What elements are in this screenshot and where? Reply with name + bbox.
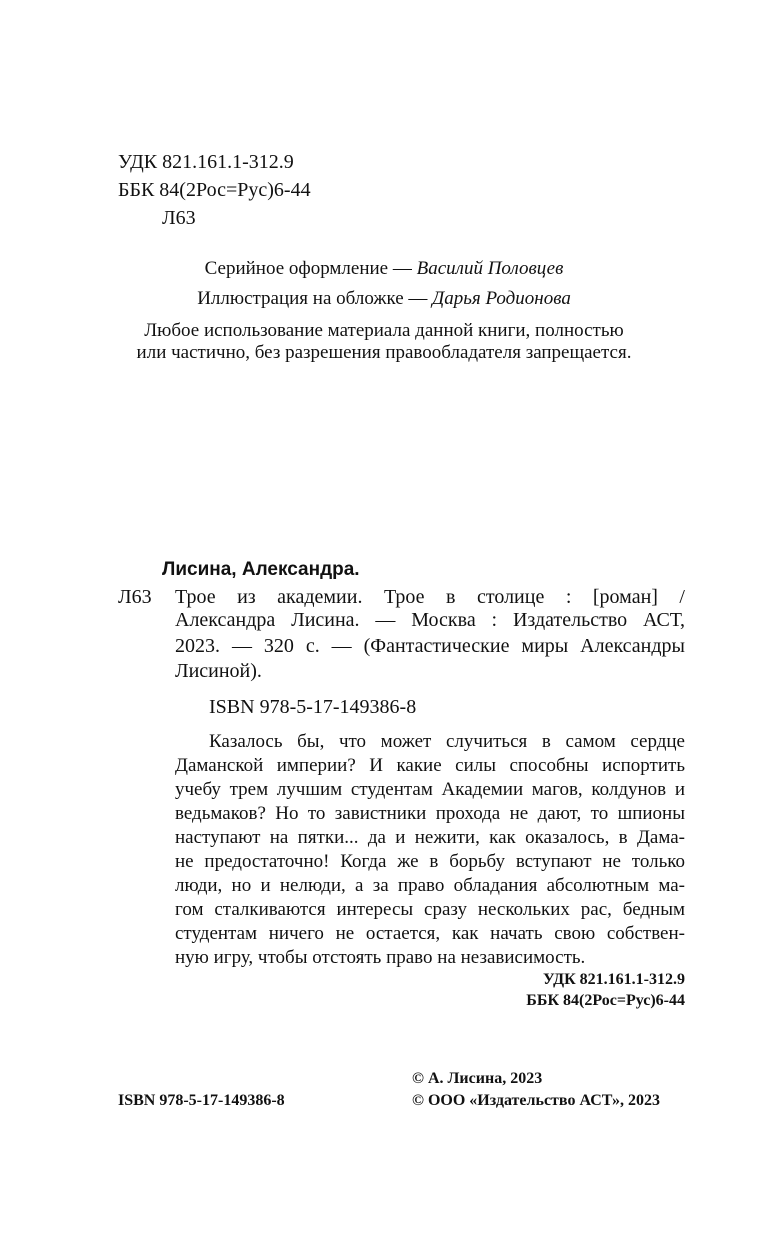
annotation-line-5: наступают на пятки... да и нежити, как оказалось, в Дама- <box>175 827 685 848</box>
annotation-line-10: ную игру, чтобы отстоять право на независимость. <box>175 947 586 968</box>
annotation-line-3: учебу трем лучшим студентам Академии магов, колдунов и <box>175 779 685 800</box>
series-design-label: Серийное оформление — <box>204 258 417 279</box>
author-mark: Л63 <box>162 207 196 229</box>
annotation-line-9: студентам ничего не остается, как начать свою собствен- <box>175 923 685 944</box>
annotation-udk-code: УДК 821.161.1-312.9 <box>542 971 685 988</box>
catalog-isbn: ISBN 978-5-17-149386-8 <box>209 696 417 718</box>
catalog-author-heading: Лисина, Александра. <box>162 559 360 580</box>
annotation-bbk-code: ББК 84(2Рос=Рус)6-44 <box>526 992 685 1009</box>
udk-code: УДК 821.161.1-312.9 <box>118 151 294 173</box>
catalog-description-line-4: Лисиной). <box>175 660 262 682</box>
series-design-name: Василий Половцев <box>416 258 564 279</box>
annotation-line-4: ведьмаков? Но то завистники прохода не дают, то шпионы <box>175 803 685 824</box>
illustration-credit <box>0 286 768 312</box>
footer-isbn: ISBN 978-5-17-149386-8 <box>118 1092 285 1109</box>
copyright-publisher: © ООО «Издательство АСТ», 2023 <box>412 1092 661 1109</box>
catalog-description-line-1: Трое из академии. Трое в столице : [роман] / <box>175 586 685 608</box>
catalog-description-line-3: 2023. — 320 с. — (Фантастические миры Александры <box>175 635 685 657</box>
series-design-credit <box>0 256 768 282</box>
illustration-label: Иллюстрация на обложке — <box>197 288 433 309</box>
annotation-line-1: Казалось бы, что может случиться в самом сердце <box>209 731 685 752</box>
copyright-notice-line-2: или частично, без разрешения правообладателя запрещается. <box>136 342 632 363</box>
annotation-line-8: гом сталкиваются интересы сразу нескольких рас, бедным <box>175 899 685 920</box>
copyright-notice-line-1: Любое использование материала данной книги, полностью <box>144 320 624 341</box>
annotation-line-2: Даманской империи? И какие силы способны испортить <box>175 755 685 776</box>
annotation-line-6: не предостаточно! Когда же в борьбу вступают не только <box>175 851 685 872</box>
catalog-mark: Л63 <box>118 586 152 608</box>
catalog-description-line-2: Александра Лисина. — Москва : Издательство АСТ, <box>175 609 685 631</box>
illustration-name: Дарья Родионова <box>432 288 571 309</box>
copyright-author: © А. Лисина, 2023 <box>412 1070 543 1087</box>
annotation-line-7: люди, но и нелюди, а за право обладания абсолютным ма- <box>175 875 685 896</box>
bbk-code: ББК 84(2Рос=Рус)6-44 <box>118 179 311 201</box>
